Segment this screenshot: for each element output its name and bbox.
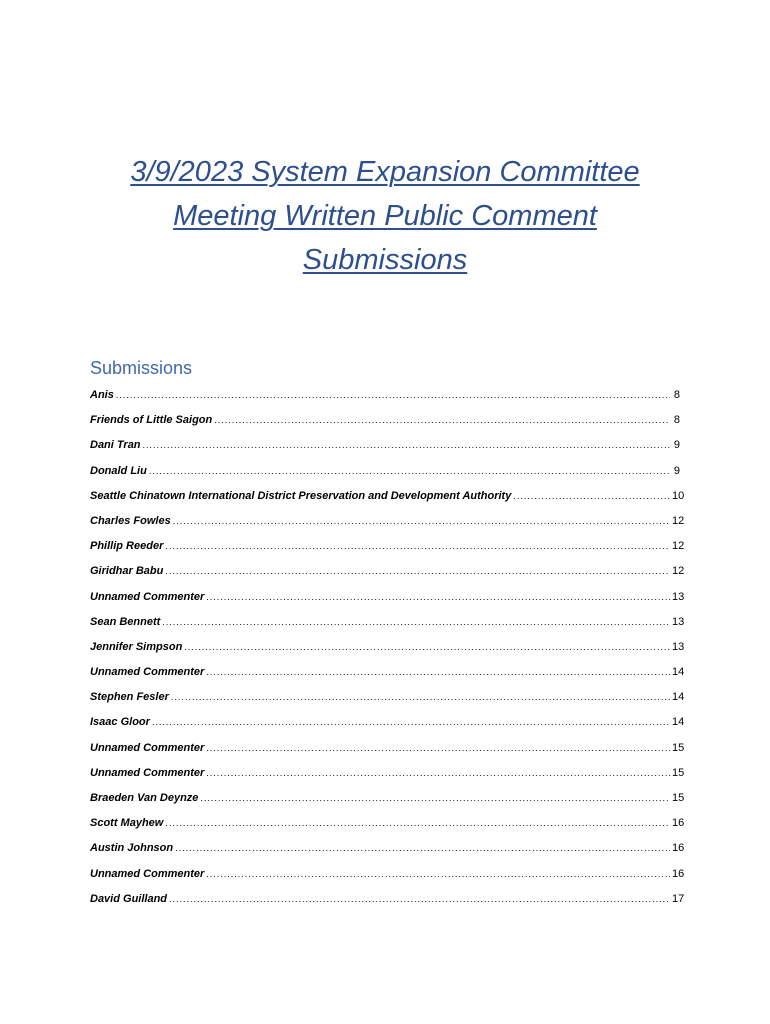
toc-entry[interactable] xyxy=(90,486,685,511)
toc-entry-page-number: 10 xyxy=(672,489,685,502)
toc-entry-page-number: 12 xyxy=(672,514,685,527)
toc-entry-page-number: 16 xyxy=(672,842,685,855)
toc-entry-name: Jennifer Simpson xyxy=(90,640,183,653)
toc-entry-name: Sean Bennett xyxy=(90,615,161,628)
toc-entry-name: Unnamed Commenter xyxy=(90,741,205,754)
toc-entry-name: Scott Mayhew xyxy=(90,817,164,830)
toc-entry[interactable] xyxy=(90,838,685,863)
toc-entry-name: Charles Fowles xyxy=(90,514,171,527)
toc-entry[interactable] xyxy=(90,864,685,889)
toc-dot-leader xyxy=(152,712,670,732)
toc-dot-leader xyxy=(171,687,670,707)
toc-dot-leader xyxy=(169,889,670,909)
toc-heading: Submissions xyxy=(90,358,193,378)
toc-entry-page-number: 15 xyxy=(672,766,685,779)
toc-entry-name: Unnamed Commenter xyxy=(90,766,205,779)
toc-entry-name: Unnamed Commenter xyxy=(90,666,205,679)
toc-entry[interactable] xyxy=(90,889,685,914)
title-line-3: Submissions xyxy=(302,244,468,276)
toc-entry-name: Stephen Fesler xyxy=(90,691,169,704)
toc-entry[interactable] xyxy=(90,712,685,737)
toc-entry-page-number: 12 xyxy=(672,565,685,578)
toc-entry[interactable] xyxy=(90,612,685,637)
toc-entry-name: Unnamed Commenter xyxy=(90,590,205,603)
toc-entry-page-number: 8 xyxy=(673,414,680,427)
toc-entry-page-number: 15 xyxy=(672,741,685,754)
toc-entry-page-number: 17 xyxy=(672,892,685,905)
toc-dot-leader xyxy=(149,461,670,481)
toc-dot-leader xyxy=(116,385,670,405)
title-line-2: Meeting Written Public Comment xyxy=(173,200,597,232)
toc-entry-page-number: 9 xyxy=(673,464,680,477)
toc-entry[interactable] xyxy=(90,662,685,687)
toc-entry-name: Donald Liu xyxy=(90,464,147,477)
toc-entry-page-number: 15 xyxy=(672,792,685,804)
toc-dot-leader xyxy=(206,662,670,682)
toc-entry[interactable] xyxy=(90,536,685,561)
toc-dot-leader xyxy=(200,788,670,808)
toc-dot-leader xyxy=(162,612,670,632)
toc-dot-leader xyxy=(206,738,670,758)
toc-entry-page-number: 14 xyxy=(672,666,685,679)
toc-entry-page-number: 16 xyxy=(672,867,685,880)
toc-dot-leader xyxy=(165,813,670,833)
toc-dot-leader xyxy=(175,838,670,858)
toc-dot-leader xyxy=(206,587,670,607)
toc-entry[interactable] xyxy=(90,587,685,612)
toc-entry-name: Unnamed Commenter xyxy=(90,867,205,880)
toc-entry[interactable] xyxy=(90,763,685,788)
toc-entry-page-number: 8 xyxy=(673,389,680,401)
toc-dot-leader xyxy=(214,410,670,430)
toc-entry-page-number: 9 xyxy=(673,439,680,452)
toc-entry-page-number: 16 xyxy=(672,817,685,830)
toc-entry[interactable] xyxy=(90,561,685,586)
toc-entry-name: Seattle Chinatown International District Preservation and Development Authority xyxy=(90,489,512,502)
toc-entry-name: Isaac Gloor xyxy=(90,716,150,729)
toc-entry-name: Austin Johnson xyxy=(90,842,174,855)
toc-dot-leader xyxy=(206,763,670,783)
toc-entry-name: Braeden Van Deynze xyxy=(90,792,199,804)
toc-entry-name: Friends of Little Saigon xyxy=(90,414,213,427)
toc-entry[interactable] xyxy=(90,687,685,712)
toc-dot-leader xyxy=(184,637,670,657)
toc-entry-name: Giridhar Babu xyxy=(90,565,164,578)
toc-dot-leader xyxy=(513,486,670,506)
toc-entry[interactable] xyxy=(90,410,680,435)
toc-entry[interactable] xyxy=(90,461,680,486)
title-line-1: 3/9/2023 System Expansion Committee xyxy=(130,156,640,188)
toc-entry[interactable] xyxy=(90,788,685,813)
toc-entry[interactable] xyxy=(90,511,685,536)
document-title xyxy=(90,150,680,282)
toc-entry[interactable] xyxy=(90,637,685,662)
toc-entry[interactable] xyxy=(90,385,680,410)
table-of-contents xyxy=(90,385,685,914)
toc-entry-page-number: 14 xyxy=(672,716,685,729)
toc-dot-leader xyxy=(206,864,670,884)
toc-entry-name: Dani Tran xyxy=(90,439,141,452)
toc-entry-page-number: 13 xyxy=(672,615,685,628)
toc-dot-leader xyxy=(165,536,670,556)
toc-entry[interactable] xyxy=(90,813,685,838)
toc-dot-leader xyxy=(143,435,670,455)
toc-dot-leader xyxy=(165,561,670,581)
toc-entry[interactable] xyxy=(90,738,685,763)
toc-entry[interactable] xyxy=(90,435,680,460)
toc-dot-leader xyxy=(173,511,670,531)
toc-entry-page-number: 13 xyxy=(672,590,685,603)
toc-entry-name: Phillip Reeder xyxy=(90,540,164,553)
toc-entry-name: Anis xyxy=(90,389,114,401)
toc-entry-page-number: 12 xyxy=(672,540,685,553)
toc-entry-name: David Guilland xyxy=(90,892,168,905)
toc-entry-page-number: 13 xyxy=(672,640,685,653)
toc-entry-page-number: 14 xyxy=(672,691,685,704)
